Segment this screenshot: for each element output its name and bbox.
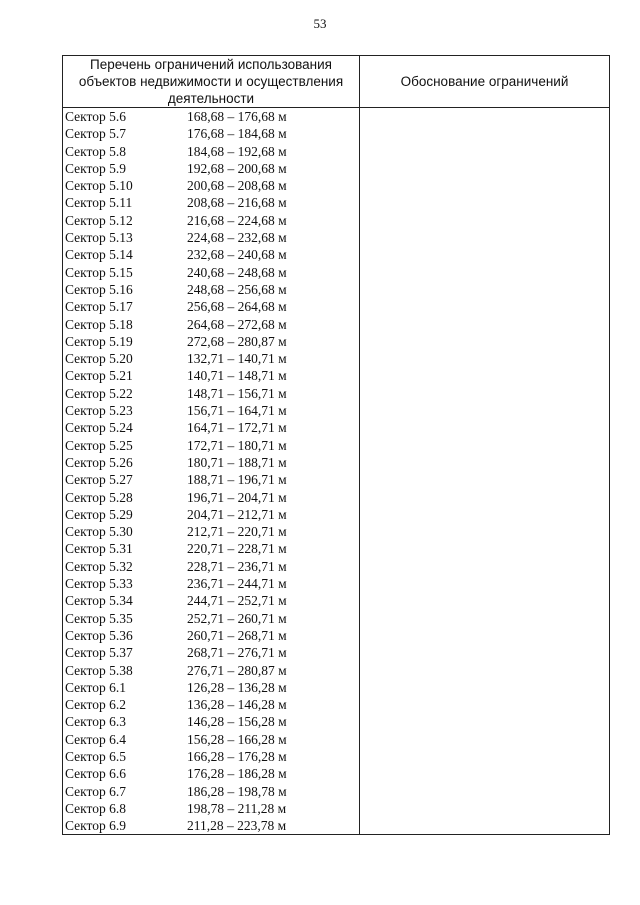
sector-range: 166,28 – 176,28 м <box>187 748 287 764</box>
sector-range: 198,78 – 211,28 м <box>187 800 287 816</box>
page-number: 53 <box>313 16 327 31</box>
table-header-row <box>63 56 610 108</box>
sector-range: 204,71 – 212,71 м <box>187 506 287 522</box>
table-row <box>63 160 610 177</box>
sector-range: 260,71 – 268,71 м <box>187 627 287 643</box>
sector-name: Сектор 5.32 <box>65 558 133 574</box>
sector-name: Сектор 5.27 <box>65 472 133 488</box>
table-row <box>63 506 610 523</box>
sector-cell <box>63 696 360 713</box>
justification-cell <box>360 713 610 730</box>
justification-cell <box>360 575 610 592</box>
sector-range: 244,71 – 252,71 м <box>187 593 287 609</box>
table-row <box>63 662 610 679</box>
table-row <box>63 627 610 644</box>
table-row <box>63 316 610 333</box>
sector-range: 136,28 – 146,28 м <box>187 697 287 713</box>
table-row <box>63 143 610 160</box>
sector-cell <box>63 523 360 540</box>
justification-cell <box>360 229 610 246</box>
sector-range: 256,68 – 264,68 м <box>187 299 287 315</box>
sector-name: Сектор 6.4 <box>65 731 127 747</box>
table-row <box>63 212 610 229</box>
sector-name: Сектор 5.19 <box>65 333 133 349</box>
sector-range: 176,28 – 186,28 м <box>187 766 287 782</box>
sector-cell <box>63 194 360 211</box>
table-row <box>63 264 610 281</box>
table-row <box>63 679 610 696</box>
sector-cell <box>63 662 360 679</box>
justification-cell <box>360 679 610 696</box>
table-row <box>63 298 610 315</box>
sector-name: Сектор 5.8 <box>65 143 127 159</box>
sector-range: 236,71 – 244,71 м <box>187 576 287 592</box>
table-row <box>63 125 610 142</box>
sector-range: 140,71 – 148,71 м <box>187 368 287 384</box>
justification-cell <box>360 765 610 782</box>
justification-cell <box>360 419 610 436</box>
justification-cell <box>360 160 610 177</box>
justification-cell <box>360 731 610 748</box>
justification-cell <box>360 627 610 644</box>
table-row <box>63 592 610 609</box>
sector-name: Сектор 5.22 <box>65 385 133 401</box>
sector-range: 168,68 – 176,68 м <box>187 109 287 124</box>
sector-range: 228,71 – 236,71 м <box>187 558 287 574</box>
sector-name: Сектор 6.8 <box>65 800 127 816</box>
sector-cell <box>63 160 360 177</box>
sector-cell <box>63 108 360 126</box>
justification-cell <box>360 454 610 471</box>
sector-name: Сектор 5.34 <box>65 593 133 609</box>
sector-cell <box>63 350 360 367</box>
sector-range: 184,68 – 192,68 м <box>187 143 287 159</box>
sector-range: 212,71 – 220,71 м <box>187 524 287 540</box>
sector-name: Сектор 5.28 <box>65 489 133 505</box>
table-row <box>63 454 610 471</box>
justification-cell <box>360 748 610 765</box>
sector-cell <box>63 177 360 194</box>
table-row <box>63 765 610 782</box>
sector-range: 132,71 – 140,71 м <box>187 351 287 367</box>
table-row <box>63 108 610 126</box>
table-row <box>63 333 610 350</box>
sector-cell <box>63 489 360 506</box>
sector-name: Сектор 5.12 <box>65 212 133 228</box>
sector-name: Сектор 5.30 <box>65 524 133 540</box>
sector-name: Сектор 5.21 <box>65 368 133 384</box>
sector-cell <box>63 731 360 748</box>
sector-range: 176,68 – 184,68 м <box>187 126 287 142</box>
sector-range: 156,71 – 164,71 м <box>187 403 287 419</box>
table-row <box>63 419 610 436</box>
justification-cell <box>360 177 610 194</box>
table-row <box>63 385 610 402</box>
sector-name: Сектор 5.7 <box>65 126 127 142</box>
justification-cell <box>360 385 610 402</box>
sector-name: Сектор 6.1 <box>65 679 127 695</box>
sector-cell <box>63 264 360 281</box>
table-row <box>63 229 610 246</box>
table-row <box>63 194 610 211</box>
sector-cell <box>63 644 360 661</box>
justification-cell <box>360 333 610 350</box>
table-row <box>63 540 610 557</box>
sector-cell <box>63 402 360 419</box>
justification-cell <box>360 298 610 315</box>
table-row <box>63 817 610 835</box>
justification-cell <box>360 506 610 523</box>
sector-name: Сектор 5.17 <box>65 299 133 315</box>
sector-cell <box>63 471 360 488</box>
sector-cell <box>63 765 360 782</box>
table-row <box>63 471 610 488</box>
sector-cell <box>63 367 360 384</box>
sector-range: 156,28 – 166,28 м <box>187 731 287 747</box>
table-row <box>63 731 610 748</box>
sector-name: Сектор 5.9 <box>65 160 127 176</box>
sector-cell <box>63 610 360 627</box>
table-row <box>63 402 610 419</box>
sector-range: 211,28 – 223,78 м <box>187 818 287 834</box>
justification-cell <box>360 212 610 229</box>
header-justification: Обоснование ограничений <box>360 56 610 108</box>
table-row <box>63 748 610 765</box>
sector-name: Сектор 5.11 <box>65 195 133 211</box>
justification-cell <box>360 350 610 367</box>
sector-range: 272,68 – 280,87 м <box>187 333 287 349</box>
sector-range: 200,68 – 208,68 м <box>187 178 287 194</box>
table-row <box>63 367 610 384</box>
sector-range: 216,68 – 224,68 м <box>187 212 287 228</box>
sector-range: 192,68 – 200,68 м <box>187 160 287 176</box>
sector-name: Сектор 5.38 <box>65 662 133 678</box>
sector-name: Сектор 5.23 <box>65 403 133 419</box>
justification-cell <box>360 437 610 454</box>
justification-cell <box>360 402 610 419</box>
sector-name: Сектор 5.25 <box>65 437 133 453</box>
sector-range: 188,71 – 196,71 м <box>187 472 287 488</box>
sector-range: 264,68 – 272,68 м <box>187 316 287 332</box>
table-row <box>63 696 610 713</box>
justification-cell <box>360 471 610 488</box>
sector-name: Сектор 6.7 <box>65 783 127 799</box>
restrictions-table <box>62 55 610 835</box>
sector-name: Сектор 5.37 <box>65 645 133 661</box>
sector-range: 240,68 – 248,68 м <box>187 264 287 280</box>
sector-name: Сектор 5.24 <box>65 420 133 436</box>
justification-cell <box>360 592 610 609</box>
sector-name: Сектор 5.29 <box>65 506 133 522</box>
justification-cell <box>360 316 610 333</box>
sector-range: 186,28 – 198,78 м <box>187 783 287 799</box>
sector-name: Сектор 5.16 <box>65 281 133 297</box>
sector-cell <box>63 506 360 523</box>
justification-cell <box>360 696 610 713</box>
sector-cell <box>63 540 360 557</box>
justification-cell <box>360 489 610 506</box>
justification-cell <box>360 523 610 540</box>
sector-range: 180,71 – 188,71 м <box>187 454 287 470</box>
sector-cell <box>63 713 360 730</box>
table-row <box>63 489 610 506</box>
sector-cell <box>63 679 360 696</box>
sector-name: Сектор 5.10 <box>65 178 133 194</box>
sector-range: 268,71 – 276,71 м <box>187 645 287 661</box>
justification-cell <box>360 662 610 679</box>
justification-cell <box>360 540 610 557</box>
sector-name: Сектор 6.6 <box>65 766 127 782</box>
sector-name: Сектор 5.6 <box>65 109 127 124</box>
table-row <box>63 783 610 800</box>
sector-name: Сектор 5.13 <box>65 230 133 246</box>
table-row <box>63 246 610 263</box>
justification-cell <box>360 783 610 800</box>
header-restrictions-list: Перечень ограничений использования объектов недвижимости и осуществления деятельности <box>63 56 360 108</box>
table-body <box>63 108 610 835</box>
sector-cell <box>63 316 360 333</box>
sector-cell <box>63 229 360 246</box>
justification-cell <box>360 125 610 142</box>
sector-cell <box>63 333 360 350</box>
sector-range: 126,28 – 136,28 м <box>187 679 287 695</box>
sector-cell <box>63 783 360 800</box>
sector-range: 252,71 – 260,71 м <box>187 610 287 626</box>
justification-cell <box>360 558 610 575</box>
sector-name: Сектор 5.14 <box>65 247 133 263</box>
justification-cell <box>360 800 610 817</box>
sector-range: 276,71 – 280,87 м <box>187 662 287 678</box>
sector-cell <box>63 246 360 263</box>
justification-cell <box>360 367 610 384</box>
sector-name: Сектор 5.20 <box>65 351 133 367</box>
justification-cell <box>360 817 610 835</box>
sector-cell <box>63 419 360 436</box>
sector-cell <box>63 143 360 160</box>
sector-range: 208,68 – 216,68 м <box>187 195 287 211</box>
justification-cell <box>360 194 610 211</box>
sector-name: Сектор 6.3 <box>65 714 127 730</box>
sector-range: 146,28 – 156,28 м <box>187 714 287 730</box>
justification-cell <box>360 108 610 126</box>
sector-name: Сектор 5.26 <box>65 454 133 470</box>
sector-cell <box>63 212 360 229</box>
sector-name: Сектор 5.15 <box>65 264 133 280</box>
sector-range: 172,71 – 180,71 м <box>187 437 287 453</box>
table-row <box>63 558 610 575</box>
sector-cell <box>63 592 360 609</box>
justification-cell <box>360 264 610 281</box>
table-row <box>63 575 610 592</box>
sector-name: Сектор 6.2 <box>65 697 127 713</box>
sector-cell <box>63 385 360 402</box>
sector-cell <box>63 575 360 592</box>
sector-cell <box>63 125 360 142</box>
table-row <box>63 437 610 454</box>
sector-cell <box>63 437 360 454</box>
sector-range: 248,68 – 256,68 м <box>187 281 287 297</box>
sector-cell <box>63 281 360 298</box>
sector-name: Сектор 5.18 <box>65 316 133 332</box>
sector-range: 224,68 – 232,68 м <box>187 230 287 246</box>
sector-range: 164,71 – 172,71 м <box>187 420 287 436</box>
sector-cell <box>63 817 360 835</box>
table-row <box>63 713 610 730</box>
table-row <box>63 610 610 627</box>
sector-name: Сектор 5.36 <box>65 627 133 643</box>
sector-name: Сектор 5.31 <box>65 541 133 557</box>
sector-cell <box>63 800 360 817</box>
sector-range: 220,71 – 228,71 м <box>187 541 287 557</box>
sector-range: 196,71 – 204,71 м <box>187 489 287 505</box>
sector-name: Сектор 6.9 <box>65 818 127 834</box>
justification-cell <box>360 644 610 661</box>
table-row <box>63 350 610 367</box>
justification-cell <box>360 246 610 263</box>
sector-name: Сектор 6.5 <box>65 748 127 764</box>
sector-name: Сектор 5.33 <box>65 576 133 592</box>
justification-cell <box>360 143 610 160</box>
sector-cell <box>63 558 360 575</box>
sector-range: 232,68 – 240,68 м <box>187 247 287 263</box>
justification-cell <box>360 281 610 298</box>
table-row <box>63 281 610 298</box>
sector-cell <box>63 298 360 315</box>
table-row <box>63 523 610 540</box>
justification-cell <box>360 610 610 627</box>
sector-cell <box>63 627 360 644</box>
sector-name: Сектор 5.35 <box>65 610 133 626</box>
sector-range: 148,71 – 156,71 м <box>187 385 287 401</box>
table-row <box>63 177 610 194</box>
table-row <box>63 800 610 817</box>
table-row <box>63 644 610 661</box>
sector-cell <box>63 454 360 471</box>
sector-cell <box>63 748 360 765</box>
